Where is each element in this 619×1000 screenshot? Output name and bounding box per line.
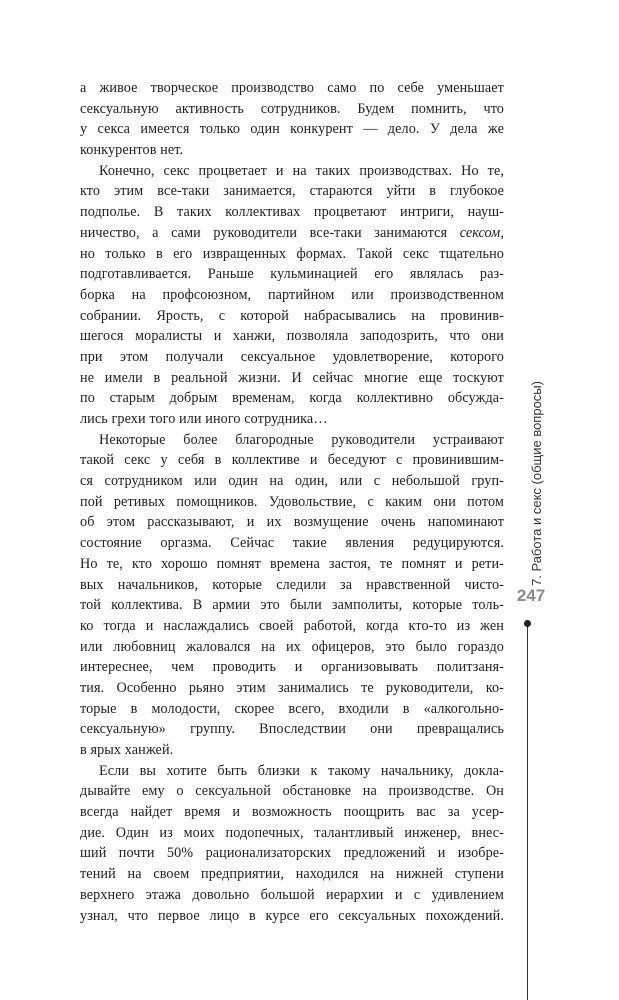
text-line: вых начальников, которые следили за нравственной чисто- (80, 576, 504, 593)
text-line: у секса имеется только один конкурент — дело. У дела же (80, 121, 504, 138)
margin-dot (524, 620, 531, 627)
text-line: верхнего этажа довольно большой иерархии и с удивлением (80, 886, 504, 903)
text-line: подполье. В таких коллективах процветают интриги, науш- (80, 204, 504, 221)
text-line: тия. Особенно рьяно этим занимались те руководители, ко- (80, 679, 504, 696)
text-line: собрании. Ярость, с которой набрасывались на провинив- (80, 307, 504, 324)
body-text (80, 78, 504, 926)
margin-rule (527, 622, 528, 1000)
text-line: дывайте ему о сексуальной обстановке на производстве. Он (80, 783, 504, 800)
text-line: борка на профсоюзном, партийном или производственном (80, 286, 504, 303)
text-line: дие. Один из моих подопечных, талантливый инженер, внес- (80, 824, 504, 841)
text-line: шегося моралисты и ханжи, позволяла заподозрить, что они (80, 328, 504, 345)
text-line: конкурентов нет. (80, 142, 184, 159)
text-line: Некоторые более благородные руководители устраивают (99, 431, 504, 448)
text-line: а живое творческое производство само по себе уменьшает (80, 80, 504, 96)
text-line: такой секс у себя в коллективе и беседуют с провинившим- (80, 452, 504, 469)
text-line: торые в молодости, скорее всего, входили в «алкогольно- (80, 700, 504, 717)
page-number: 247 (516, 586, 546, 605)
text-line: тений на своем предприятии, находился на нижней ступени (80, 866, 504, 883)
text-line: по старым добрым временам, когда коллективно обсужда- (80, 390, 504, 407)
text-line: сексуальную активность сотрудников. Будем помнить, что (80, 100, 504, 117)
text-line: состояние оргазма. Сейчас такие явления редуцируются. (80, 535, 504, 552)
running-head: 7. Работа и секс (общие вопросы) (529, 381, 544, 586)
text-line: ший почти 50% рационализаторских предложений и изобре- (80, 845, 504, 862)
text-line: в ярых ханжей. (80, 742, 174, 758)
text-line: подготавливается. Раньше кульминацией его являлась раз- (80, 266, 504, 283)
text-line: ся сотрудником или один на один, или с небольшой груп- (80, 473, 504, 490)
text-line: сексуальную» группу. Впоследствии они превращались (80, 721, 504, 738)
text-line: об этом рассказывают, и их возмущение очень напоминают (80, 514, 504, 531)
text-line: не имели в реальной жизни. И сейчас многие еще тоскуют (80, 369, 504, 386)
text-line: ничество, а сами руководители все-таки занимаются сексом, (80, 224, 504, 241)
text-line: Если вы хотите быть близки к такому начальнику, доклa- (99, 762, 504, 779)
text-line: ко тогда и наслаждались своей работой, когда кто-то из жен (80, 617, 504, 634)
text-line: всегда найдет время и возможность поощрить вас за усер- (80, 804, 504, 821)
text-line: узнал, что первое лицо в курсе его сексуальных похождений. (80, 907, 504, 924)
text-line: Но те, кто хорошо помнят времена застоя, те помнят и рети- (80, 555, 504, 572)
text-line: пой ретивых помощников. Удовольствие, с каким они потом (80, 493, 504, 510)
text-line: лись грехи того или иного сотрудника… (80, 411, 328, 427)
text-line: той коллектива. В армии это были замполиты, которые толь- (80, 597, 504, 614)
text-line: но только в его извращенных формах. Такой секс тщательно (80, 245, 504, 262)
text-line: кто этим все-таки занимается, стараются уйти в глубокое (80, 183, 504, 200)
text-line: или любовниц жаловался на их офицеров, это было гораздо (80, 638, 504, 655)
text-line: интереснее, чем проводить и организовывать политзаня- (80, 659, 504, 676)
text-line: при этом получали сексуальное удовлетворение, которого (80, 348, 504, 365)
text-line: Конечно, секс процветает и на таких производствах. Но те, (99, 162, 504, 179)
